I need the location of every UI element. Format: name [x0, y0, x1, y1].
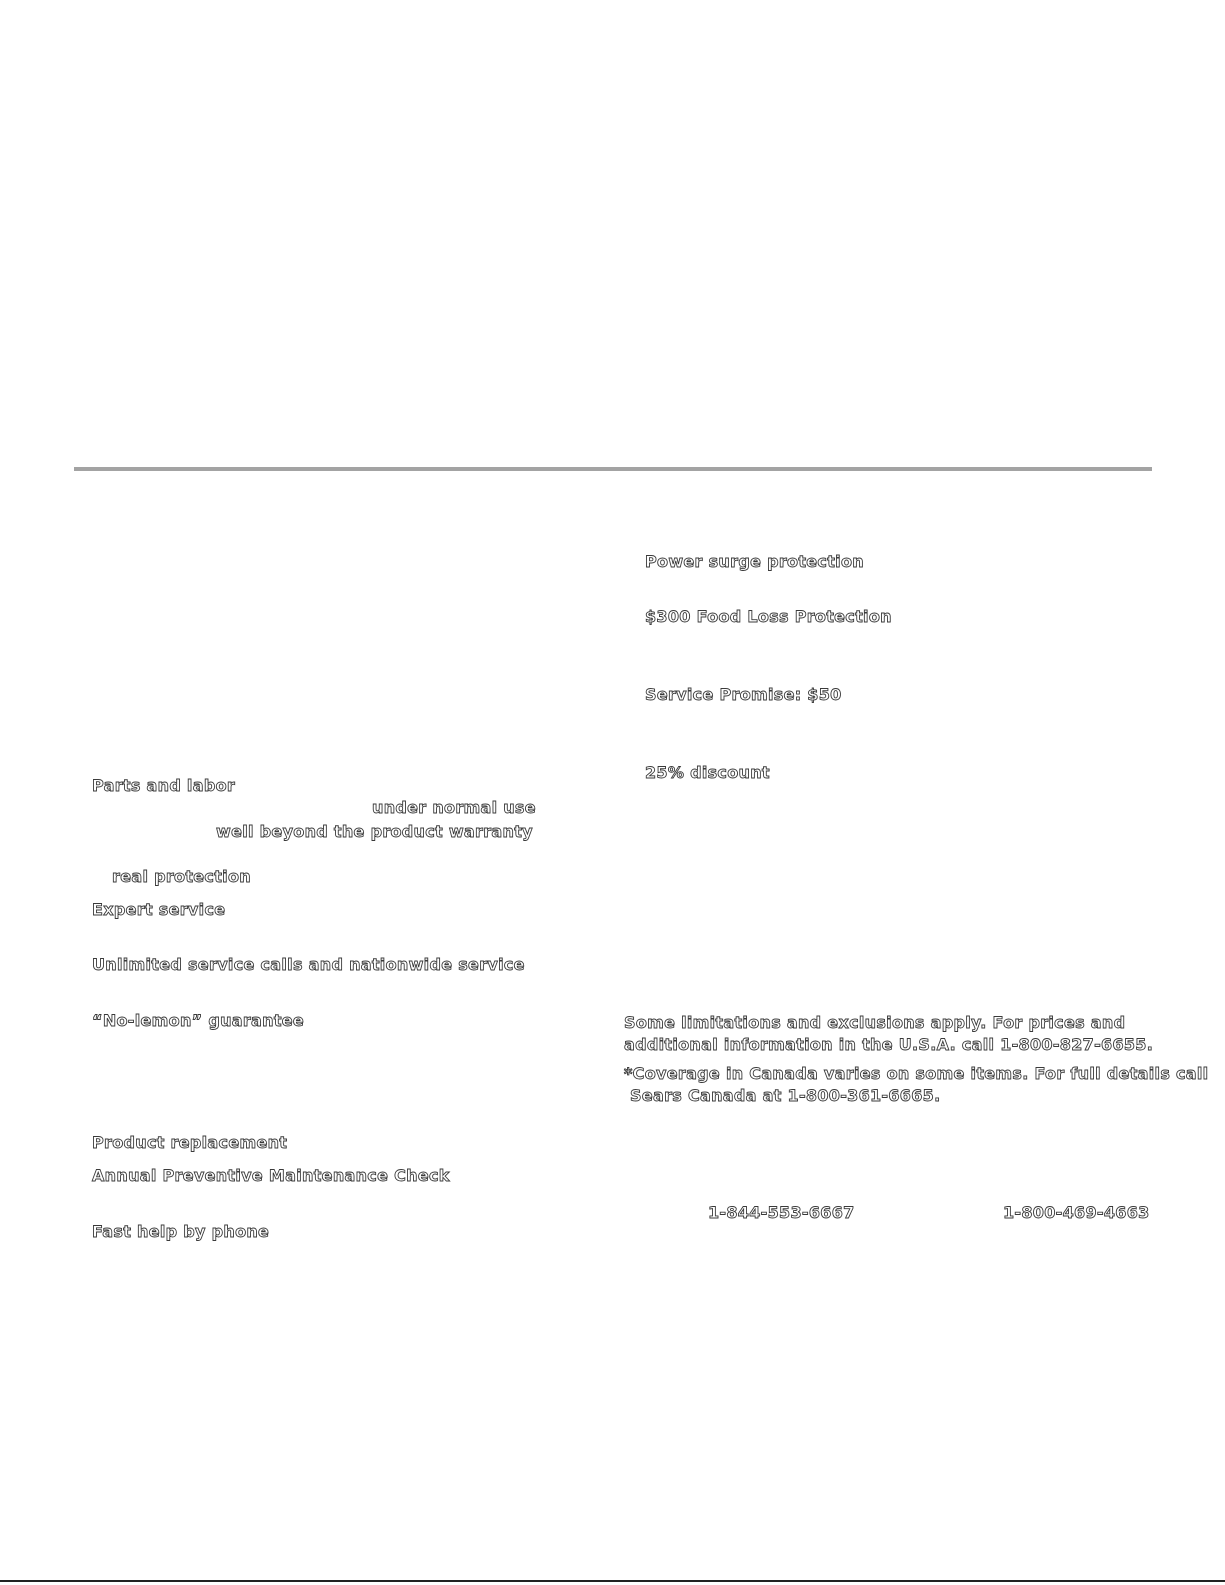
well-beyond-warranty-text: well beyond the product warranty	[216, 822, 533, 841]
fast-help-heading: Fast help by phone	[92, 1222, 270, 1241]
food-loss-heading: $300 Food Loss Protection	[645, 607, 892, 626]
section-divider	[74, 467, 1152, 471]
bottom-border	[0, 1580, 1225, 1582]
phone-number-1: 1-844-553-6667	[708, 1203, 855, 1222]
real-protection-text: real protection	[112, 867, 251, 886]
limitations-line-1: Some limitations and exclusions apply. For prices and	[624, 1013, 1126, 1032]
service-promise-heading: Service Promise: $50	[645, 685, 842, 704]
canada-line-2: Sears Canada at 1-800-361-6665.	[630, 1086, 941, 1105]
no-lemon-heading: “No-lemon” guarantee	[92, 1011, 305, 1030]
expert-service-heading: Expert service	[92, 900, 226, 919]
phone-number-2: 1-800-469-4663	[1003, 1203, 1150, 1222]
limitations-line-2: additional information in the U.S.A. call 1-800-827-6655.	[624, 1035, 1154, 1054]
annual-check-heading: Annual Preventive Maintenance Check	[92, 1166, 450, 1185]
parts-and-labor-heading: Parts and labor	[92, 776, 236, 795]
product-replacement-heading: Product replacement	[92, 1133, 288, 1152]
canada-line-1: *Coverage in Canada varies on some items. For full details call	[624, 1064, 1209, 1083]
power-surge-heading: Power surge protection	[645, 552, 864, 571]
discount-heading: 25% discount	[645, 763, 770, 782]
unlimited-service-heading: Unlimited service calls and nationwide service	[92, 955, 525, 974]
under-normal-use-text: under normal use	[372, 798, 536, 817]
